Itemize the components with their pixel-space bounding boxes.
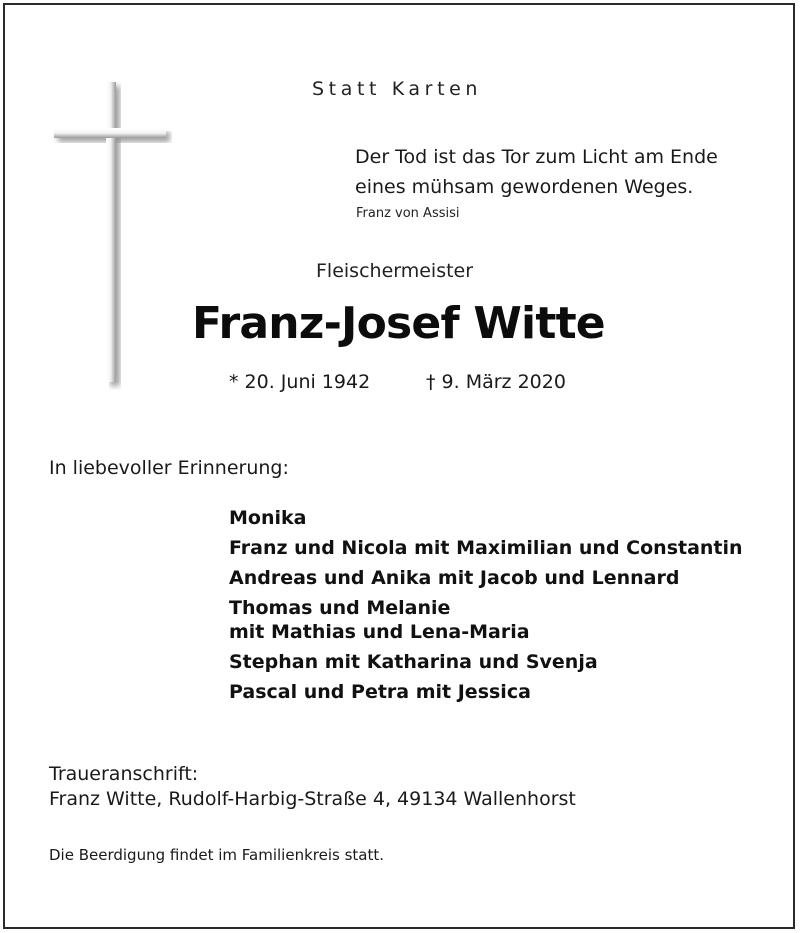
family-member: Andreas und Anika mit Jacob und Lennard — [229, 567, 680, 589]
family-member: Pascal und Petra mit Jessica — [229, 681, 531, 703]
birth-date: * 20. Juni 1942 — [229, 371, 371, 393]
quote-line: eines mühsam gewordenen Weges. — [355, 176, 694, 198]
occupation: Fleischermeister — [316, 260, 474, 282]
quote-line: Der Tod ist das Tor zum Licht am Ende — [355, 146, 718, 168]
funeral-note: Die Beerdigung findet im Familienkreis statt. — [49, 846, 384, 864]
memory-label: In liebevoller Erinnerung: — [49, 457, 289, 479]
family-member: Stephan mit Katharina und Svenja — [229, 651, 598, 673]
quote-author: Franz von Assisi — [356, 206, 460, 221]
family-member: Franz und Nicola mit Maximilian und Constantin — [229, 537, 743, 559]
family-member: Thomas und Melanie — [229, 597, 451, 619]
death-date: † 9. März 2020 — [426, 371, 566, 393]
address-value: Franz Witte, Rudolf-Harbig-Straße 4, 49134 Wallenhorst — [49, 788, 576, 810]
cross-icon — [52, 80, 172, 390]
quote-text — [355, 142, 718, 202]
deceased-name: Franz-Josef Witte — [192, 298, 605, 349]
statt-karten-header: Statt Karten — [312, 78, 483, 100]
address-label: Traueranschrift: — [49, 763, 199, 785]
family-member: Monika — [229, 507, 307, 529]
family-member: mit Mathias und Lena-Maria — [229, 621, 530, 643]
family-list — [229, 500, 743, 704]
